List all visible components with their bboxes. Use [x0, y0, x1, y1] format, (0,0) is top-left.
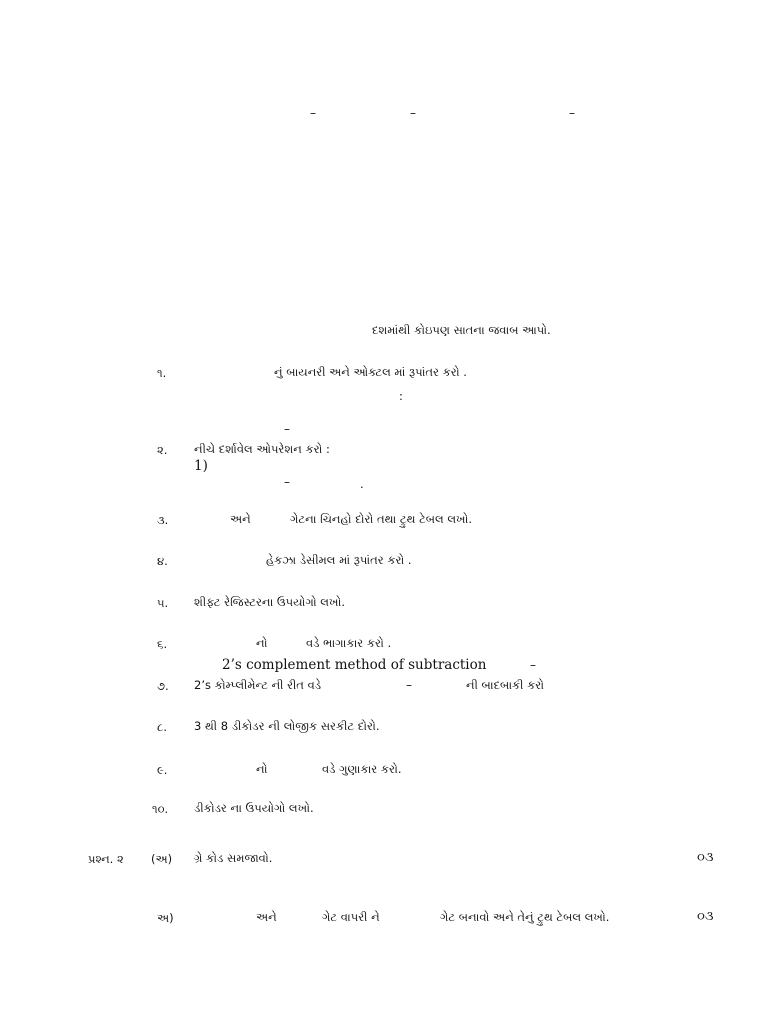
q2-sub-dash: – [284, 475, 290, 489]
q9-number: ૯. [157, 763, 168, 777]
header-dash-3: – [569, 106, 575, 120]
q3-number: ૩. [157, 513, 169, 527]
q7-part-a: 2’s કોમ્પ્લીમેન્ટ ની રીત વડે [194, 678, 322, 692]
q1-text: નું બાયનરી અને ઓક્ટલ માં રૂપાંતર કરો . [274, 365, 467, 379]
q1-sub-colon: : [399, 389, 403, 403]
q7-english-dash: – [530, 658, 536, 672]
q9-part-b: વડે ગુણાકાર કરો. [322, 762, 402, 776]
section2-item-b-part-b: ગેટ વાપરી ને [322, 910, 380, 924]
q2-number: ૨. [157, 443, 168, 457]
section2-item-b-part-a: અને [256, 910, 277, 924]
q7-part-b: ની બાદબાકી કરો [466, 678, 545, 692]
section2-label: પ્રશ્ન. ૨ [88, 852, 124, 866]
q8-number: ૮. [157, 720, 167, 734]
q6-part-b: વડે ભાગાકાર કરો . [306, 636, 392, 650]
q10-number: ૧૦. [152, 802, 169, 816]
q3-part-a: અને [230, 512, 251, 526]
q10-text: ડીકોડર ના ઉપયોગો લખો. [194, 801, 314, 815]
q5-text: શીફ્ટ રેજિસ્ટરના ઉપયોગો લખો. [194, 595, 345, 609]
q7-english-heading: 2’s complement method of subtraction [222, 657, 487, 673]
q6-part-a: નો [256, 636, 268, 650]
q7-dash: – [406, 678, 412, 692]
section2-item-b-label: અ) [157, 911, 174, 925]
q2-sub-dot: . [360, 477, 364, 491]
q1-number: ૧. [157, 366, 167, 380]
q3-part-b: ગેટના ચિનહો દોરો તથા ટ્રુથ ટેબલ લખો. [290, 512, 473, 526]
header-dash-1: – [310, 106, 316, 120]
q1-sub-dash: – [284, 422, 290, 436]
section2-item-b-part-c: ગેટ બનાવો અને તેનું ટ્રુથ ટેબલ લખો. [440, 910, 610, 924]
q4-text: હેકઝા ડેસીમલ માં રૂપાંતર કરો . [266, 553, 412, 567]
section2-item-a-label: (અ) [151, 852, 173, 866]
section-instruction: દશમાંથી કોઇપણ સાતના જવાબ આપો. [372, 323, 551, 337]
q9-part-a: નો [256, 762, 268, 776]
header-dash-2: – [410, 106, 416, 120]
q7-number: ૭. [157, 679, 169, 693]
q4-number: ૪. [157, 554, 168, 568]
q5-number: ૫. [157, 596, 169, 610]
section2-item-b-marks: ૦૩ [697, 909, 714, 924]
section2-item-a-marks: ૦૩ [697, 850, 714, 865]
q6-number: ૬. [157, 637, 168, 651]
q8-text: 3 થી 8 ડીકોડર ની લોજીક સરકીટ દોરો. [194, 719, 380, 733]
section2-item-a-text: ગ્રે કોડ સમજાવો. [194, 851, 273, 865]
q2-sub-item: 1) [194, 458, 208, 474]
q2-text: નીચે દર્શાવેલ ઓપરેશન કરો : [194, 442, 330, 456]
